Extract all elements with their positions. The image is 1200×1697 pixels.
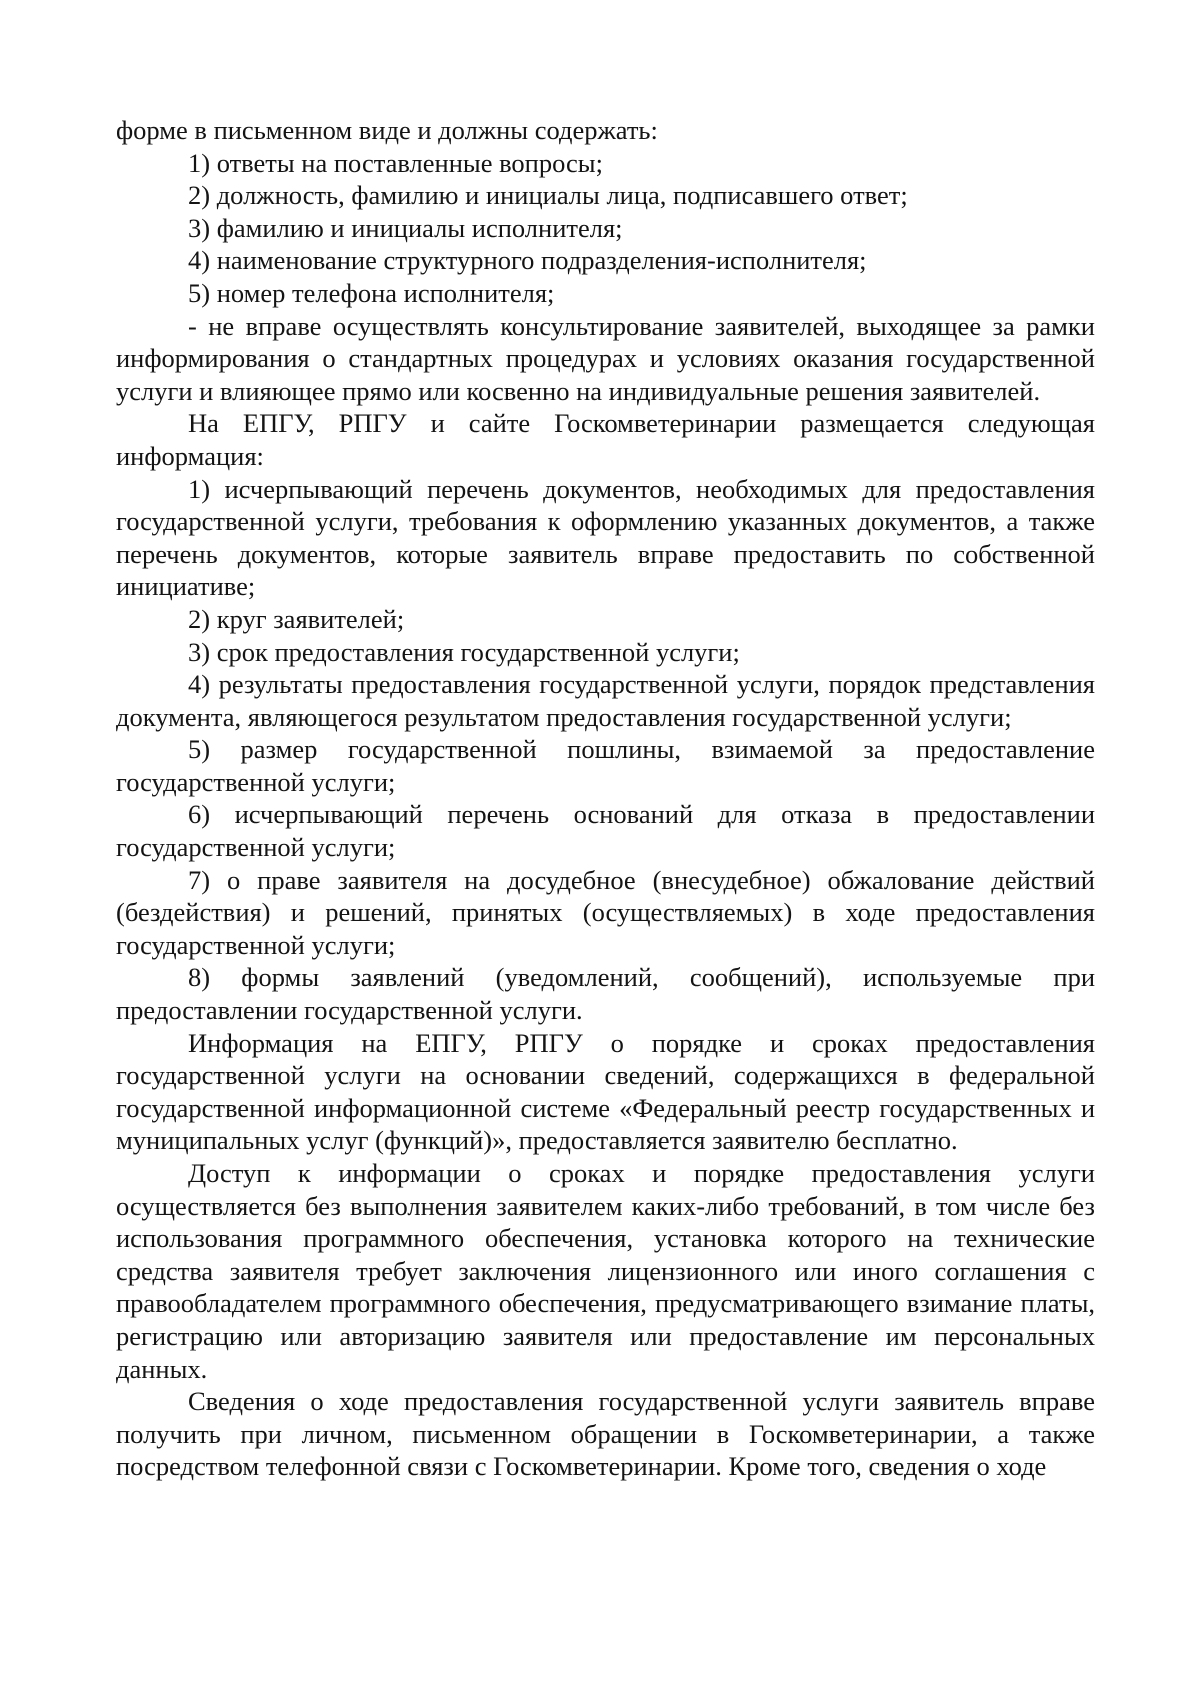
paragraph-progress-info: Сведения о ходе предоставления государственной услуги заявитель вправе получить при личном, письменном обращении в Госкомветеринарии, а также посредством телефонной связи с Госкомветеринарии. Кроме того, сведения о ходе [116,1386,1095,1482]
list-item-fee: 5) размер государственной пошлины, взимаемой за предоставление государственной услуги; [116,734,1095,797]
list-item-documents: 1) исчерпывающий перечень документов, необходимых для предоставления государственной услуги, требования к оформлению указанных документов, а также перечень документов, которые заявитель вправе предоставить по собственной инициативе; [116,473,1095,602]
paragraph-free-info: Информация на ЕПГУ, РПГУ о порядке и сроках предоставления государственной услуги на основании сведений, содержащихся в федеральной государственной информационной системе «Федеральный реестр государственных и муниципальных услуг (функций)», предоставляется заявителю бесплатно. [116,1027,1095,1156]
list-item-forms: 8) формы заявлений (уведомлений, сообщений), используемые при предоставлении государственной услуги. [116,962,1095,1026]
list-item-results: 4) результаты предоставления государственной услуги, порядок представления документа, являющегося результатом предоставления государственной услуги; [116,669,1095,732]
paragraph-continuation: форме в письменном виде и должны содержать: [116,115,658,145]
list-item-department: 4) наименование структурного подразделения-исполнителя; [188,245,867,276]
list-item-position: 2) должность, фамилию и инициалы лица, подписавшего ответ; [188,180,908,211]
list-item-term: 3) срок предоставления государственной услуги; [188,636,740,667]
paragraph-published-info: На ЕПГУ, РПГУ и сайте Госкомветеринарии размещается следующая информация: [116,408,1095,471]
paragraph-consulting-limit: - не вправе осуществлять консультирование заявителей, выходящее за рамки информирования о стандартных процедурах и условиях оказания государственной услуги и влияющее прямо или косвенно на индивидуальные решения заявителей. [116,310,1095,406]
document-body [116,114,1095,1483]
list-item-phone: 5) номер телефона исполнителя; [188,277,555,308]
list-item-appeal: 7) о праве заявителя на досудебное (внесудебное) обжалование действий (бездействия) и решений, принятых (осуществляемых) в ходе предоставления государственной услуги; [116,864,1095,960]
list-item-refusal-grounds: 6) исчерпывающий перечень оснований для отказа в предоставлении государственной услуги; [116,799,1095,863]
paragraph-access: Доступ к информации о сроках и порядке предоставления услуги осуществляется без выполнения заявителем каких-либо требований, в том числе без использования программного обеспечения, установка которого на технические средства заявителя требует заключения лицензионного или иного соглашения с правообладателем программного обеспечения, предусматривающего взимание платы, регистрацию или авторизацию заявителя или предоставление им персональных данных. [116,1158,1095,1384]
list-item-answers: 1) ответы на поставленные вопросы; [188,147,603,178]
list-item-executor-name: 3) фамилию и инициалы исполнителя; [188,212,623,243]
list-item-applicants: 2) круг заявителей; [188,603,405,634]
